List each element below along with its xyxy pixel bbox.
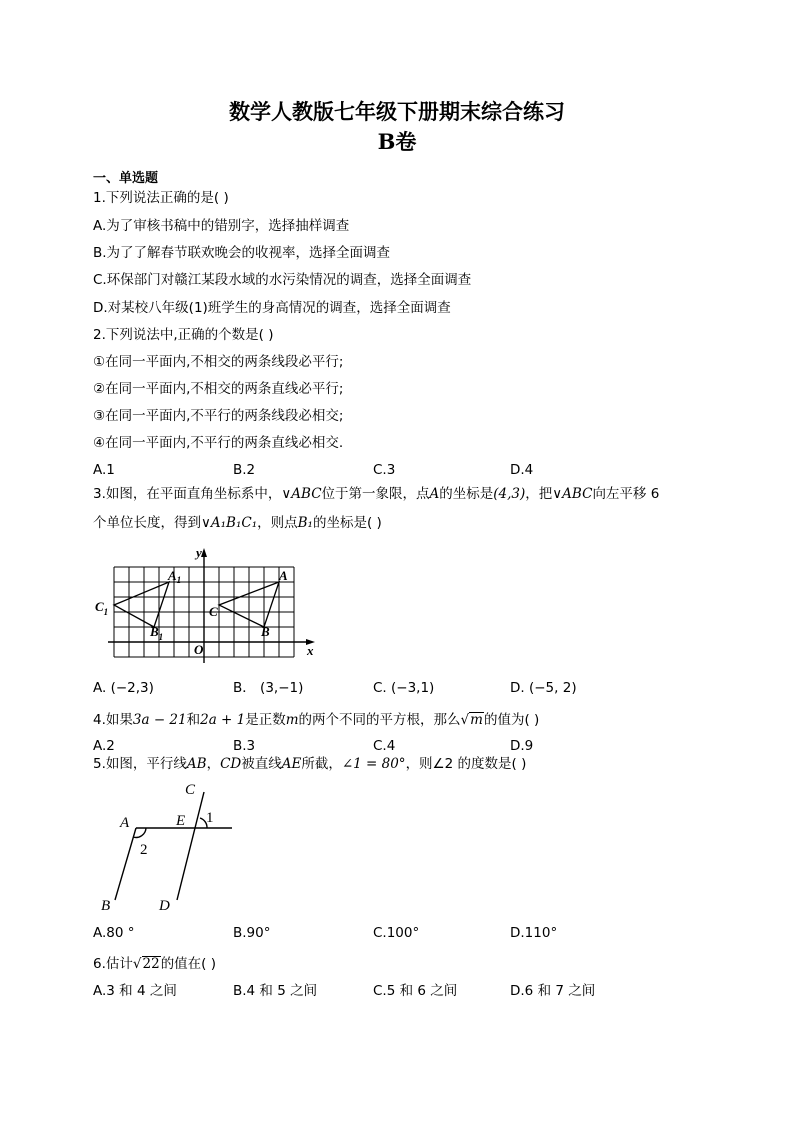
q1-option-a: A.为了审核书稿中的错别字，选择抽样调查 <box>93 218 350 234</box>
label-a: A <box>120 815 130 831</box>
q3-stem-line1: 3.如图，在平面直角坐标系中，∨ABC位于第一象限，点A的坐标是(4,3)，把∨ABC向左平移 6 <box>93 486 660 502</box>
q2-statement-2: ②在同一平面内,不相交的两条直线必平行; <box>93 381 344 397</box>
q3-triangle-a1b1c1: ∨A₁B₁C₁ <box>201 515 258 531</box>
q1-option-c: C.环保部门对赣江某段水域的水污染情况的调查，选择全面调查 <box>93 272 472 288</box>
q2-statement-3: ③在同一平面内,不平行的两条线段必相交; <box>93 408 344 424</box>
label-y: y <box>196 545 202 560</box>
label-b1: $B_1$ <box>150 624 164 642</box>
triangle-a1b1c1 <box>114 582 169 627</box>
q4-option-b: B.3 <box>233 738 256 754</box>
q1-option-d: D.对某校八年级(1)班学生的身高情况的调查，选择全面调查 <box>93 300 451 316</box>
label-angle-2: 2 <box>140 842 148 858</box>
label-b: B <box>101 898 111 914</box>
sqrt-22: 22 <box>142 956 160 972</box>
line-cd <box>177 792 204 900</box>
q2-option-a: A.1 <box>93 462 115 478</box>
label-a: A <box>279 568 288 583</box>
label-d: D <box>159 898 170 914</box>
q3-option-b: B． (3,−1) <box>233 680 304 696</box>
q4-stem: 4.如果3a − 21和2a + 1是正数m的两个不同的平方根，那么√m的值为( ) <box>93 712 540 728</box>
q3-stem-line2: 个单位长度，得到∨A₁B₁C₁，则点B₁的坐标是( ) <box>93 515 382 531</box>
page-title: 数学人教版七年级下册期末综合练习 <box>229 99 565 124</box>
q5-stem: 5.如图，平行线AB，CD被直线AE所截，∠1 = 80°，则∠2 的度数是( ) <box>93 756 527 772</box>
q3-option-a: A. (−2,3) <box>93 680 154 696</box>
q4-option-d: D.9 <box>510 738 534 754</box>
q1-option-b: B.为了了解春节联欢晚会的收视率，选择全面调查 <box>93 245 391 261</box>
q6-option-a: A.3 和 4 之间 <box>93 983 177 999</box>
page-subtitle: B卷 <box>377 129 417 154</box>
q2-statement-4: ④在同一平面内,不平行的两条直线必相交. <box>93 435 344 451</box>
q4-option-c: C.4 <box>373 738 396 754</box>
q1-stem: 1.下列说法正确的是( ) <box>93 190 229 206</box>
sqrt-m: m <box>470 712 483 728</box>
label-x: x <box>307 643 314 658</box>
label-a1: $A_1$ <box>168 568 182 585</box>
q6-option-c: C.5 和 6 之间 <box>373 983 458 999</box>
q5-option-d: D.110° <box>510 925 558 941</box>
label-angle-1: 1 <box>206 810 214 826</box>
y-axis-arrow <box>201 548 207 557</box>
q2-option-d: D.4 <box>510 462 534 478</box>
label-e: E <box>176 813 186 829</box>
label-b: B <box>261 624 270 639</box>
q3-option-d: D. (−5, 2) <box>510 680 577 696</box>
q5-option-c: C.100° <box>373 925 420 941</box>
q2-option-b: B.2 <box>233 462 256 478</box>
section-heading: 一、单选题 <box>93 171 159 186</box>
q4-option-a: A.2 <box>93 738 115 754</box>
q5-option-a: A.80 ° <box>93 925 135 941</box>
q3-triangle-abc: ∨ABC <box>281 486 322 502</box>
q6-option-d: D.6 和 7 之间 <box>510 983 596 999</box>
q6-option-b: B.4 和 5 之间 <box>233 983 318 999</box>
label-c: C <box>209 604 218 619</box>
q2-statement-1: ①在同一平面内,不相交的两条线段必平行; <box>93 354 344 370</box>
q6-stem: 6.估计√22的值在( ) <box>93 956 217 972</box>
q5-option-b: B.90° <box>233 925 271 941</box>
q3-option-c: C. (−3,1) <box>373 680 435 696</box>
label-origin: O <box>194 642 204 657</box>
q2-option-c: C.3 <box>373 462 396 478</box>
label-c1: $C_1$ <box>95 599 109 617</box>
q3-coordinate-figure <box>93 545 323 670</box>
label-c: C <box>185 782 196 798</box>
q2-stem: 2.下列说法中,正确的个数是( ) <box>93 327 274 343</box>
q5-parallel-lines-figure <box>96 780 246 918</box>
line-ab <box>115 828 136 900</box>
